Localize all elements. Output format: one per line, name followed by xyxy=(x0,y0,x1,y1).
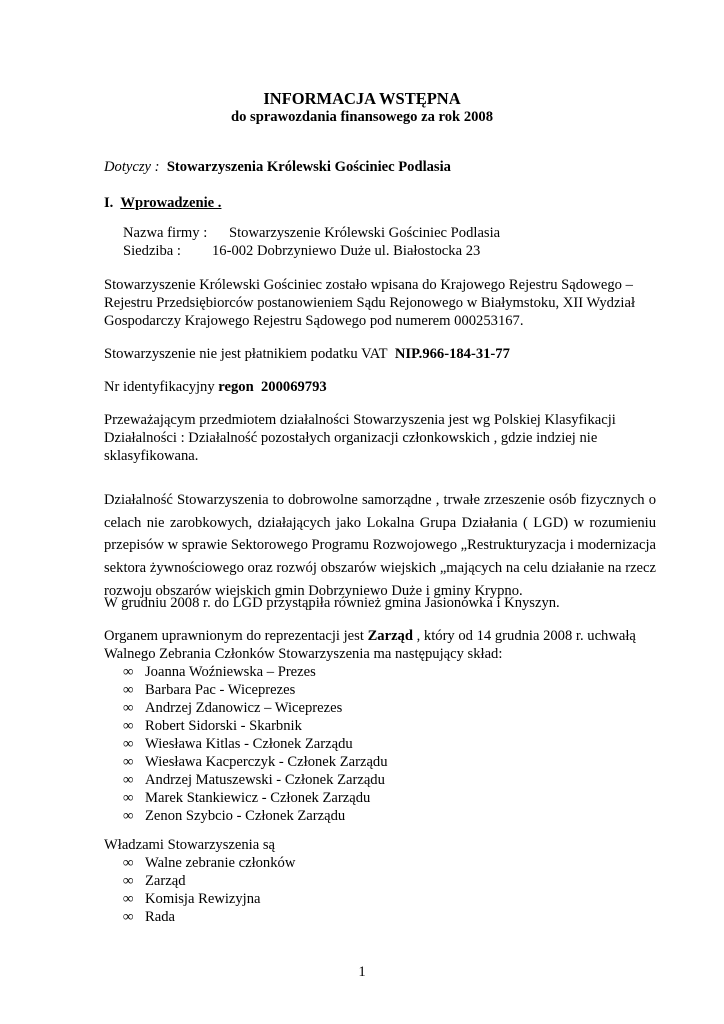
pkd-line: Działalności : Działalność pozostałych organizacji członkowskich , gdzie indziej nie xyxy=(104,430,598,446)
authority-item xyxy=(123,908,175,926)
krs-line: Stowarzyszenie Królewski Gościniec zostało wpisana do Krajowego Rejestru Sądowego – xyxy=(104,277,633,293)
page-number: 1 xyxy=(358,964,366,980)
member-name: Marek Stankiewicz - Członek Zarządu xyxy=(145,790,371,806)
infinity-bullet-icon: ∞ xyxy=(123,808,134,824)
nip-value: NIP.966-184-31-77 xyxy=(394,346,510,362)
board-member-item xyxy=(123,699,342,717)
board-member-item xyxy=(123,663,316,681)
krs-line: Rejestru Przedsiębiorców postanowieniem Sądu Rejonowego w Białymstoku, XII Wydział xyxy=(104,295,636,311)
krs-line: Gospodarczy Krajowego Rejestru Sądowego pod numerem 000253167. xyxy=(104,313,524,329)
infinity-bullet-icon: ∞ xyxy=(123,855,134,871)
board-member-item xyxy=(123,789,370,807)
infinity-bullet-icon: ∞ xyxy=(123,891,134,907)
dotyczy-value: Stowarzyszenia Królewski Gościniec Podlasia xyxy=(166,159,451,175)
vat-text: Stowarzyszenie nie jest płatnikiem podatku VAT xyxy=(104,346,388,362)
board-member-item xyxy=(123,717,302,735)
board-intro-text: Organem uprawnionym do reprezentacji jest xyxy=(104,628,364,644)
member-name: Robert Sidorski - Skarbnik xyxy=(145,718,302,734)
pkd-line: sklasyfikowana. xyxy=(104,448,199,464)
regon-line xyxy=(104,378,327,396)
firm-seat-label: Siedziba : xyxy=(123,243,181,259)
authorities-intro: Władzami Stowarzyszenia są xyxy=(104,837,275,853)
document-subtitle: do sprawozdania finansowego za rok 2008 xyxy=(230,109,494,125)
board-member-item xyxy=(123,807,345,825)
board-intro-rest: , który od 14 grudnia 2008 r. uchwałą xyxy=(416,628,636,644)
board-member-item xyxy=(123,753,388,771)
member-name: Wiesława Kitlas - Członek Zarządu xyxy=(145,736,353,752)
infinity-bullet-icon: ∞ xyxy=(123,909,134,925)
activity-last-line: W grudniu 2008 r. do LGD przystąpiła również gmina Jasionówka i Knyszyn. xyxy=(104,595,560,611)
dotyczy-label: Dotyczy : xyxy=(104,159,160,175)
infinity-bullet-icon: ∞ xyxy=(123,682,134,698)
firm-name-value: Stowarzyszenie Królewski Gościniec Podlasia xyxy=(229,225,501,241)
board-intro-line2: Walnego Zebrania Członków Stowarzyszenia ma następujący skład: xyxy=(104,646,503,662)
section-heading xyxy=(104,194,221,212)
infinity-bullet-icon: ∞ xyxy=(123,700,134,716)
infinity-bullet-icon: ∞ xyxy=(123,790,134,806)
document-title: INFORMACJA WSTĘPNA xyxy=(263,89,461,108)
authority-item xyxy=(123,890,261,908)
vat-line xyxy=(104,345,510,363)
infinity-bullet-icon: ∞ xyxy=(123,664,134,680)
section-title: Wprowadzenie . xyxy=(120,195,222,211)
authority-name: Rada xyxy=(145,909,175,925)
member-name: Joanna Woźniewska – Prezes xyxy=(145,664,316,680)
member-name: Andrzej Matuszewski - Członek Zarządu xyxy=(145,772,385,788)
activity-paragraph: Działalność Stowarzyszenia to dobrowolne samorządne , trwałe zrzeszenie osób fizycznych o celach nie zarobkowych, działających jako Lokalna Grupa Działania ( LGD) w rozumieniu przepisów w sprawie Sektorowego Programu Rozwojowego „Restrukturyzacja i modernizacja sektora żywnościowego oraz rozwój obszarów wiejskich „mających na celu działanie na rzecz rozwoju obszarów wiejskich gmin Dobrzyniewo Duże i gminy Krypno. xyxy=(104,492,656,599)
authority-item xyxy=(123,872,186,890)
regon-value: 200069793 xyxy=(261,379,327,395)
board-member-item xyxy=(123,771,385,789)
infinity-bullet-icon: ∞ xyxy=(123,736,134,752)
board-member-item xyxy=(123,735,353,753)
member-name: Barbara Pac - Wiceprezes xyxy=(145,682,296,698)
pkd-line: Przeważającym przedmiotem działalności Stowarzyszenia jest wg Polskiej Klasyfikacji xyxy=(104,412,616,428)
infinity-bullet-icon: ∞ xyxy=(123,873,134,889)
authority-name: Zarząd xyxy=(145,873,186,889)
authority-item xyxy=(123,854,295,872)
member-name: Andrzej Zdanowicz – Wiceprezes xyxy=(145,700,343,716)
infinity-bullet-icon: ∞ xyxy=(123,754,134,770)
infinity-bullet-icon: ∞ xyxy=(123,718,134,734)
authority-name: Komisja Rewizyjna xyxy=(145,891,261,907)
member-name: Wiesława Kacperczyk - Członek Zarządu xyxy=(145,754,388,770)
board-intro xyxy=(104,627,636,645)
regon-text: Nr identyfikacyjny xyxy=(104,379,215,395)
member-name: Zenon Szybcio - Członek Zarządu xyxy=(145,808,346,824)
authority-name: Walne zebranie członków xyxy=(145,855,296,871)
firm-name-label: Nazwa firmy : xyxy=(123,225,208,241)
board-member-item xyxy=(123,681,295,699)
regon-label: regon xyxy=(218,379,254,395)
section-number: I. xyxy=(104,195,114,211)
firm-seat-value: 16-002 Dobrzyniewo Duże ul. Białostocka 23 xyxy=(212,243,481,259)
board-intro-bold: Zarząd xyxy=(367,628,413,644)
dotyczy-line xyxy=(104,158,451,176)
infinity-bullet-icon: ∞ xyxy=(123,772,134,788)
